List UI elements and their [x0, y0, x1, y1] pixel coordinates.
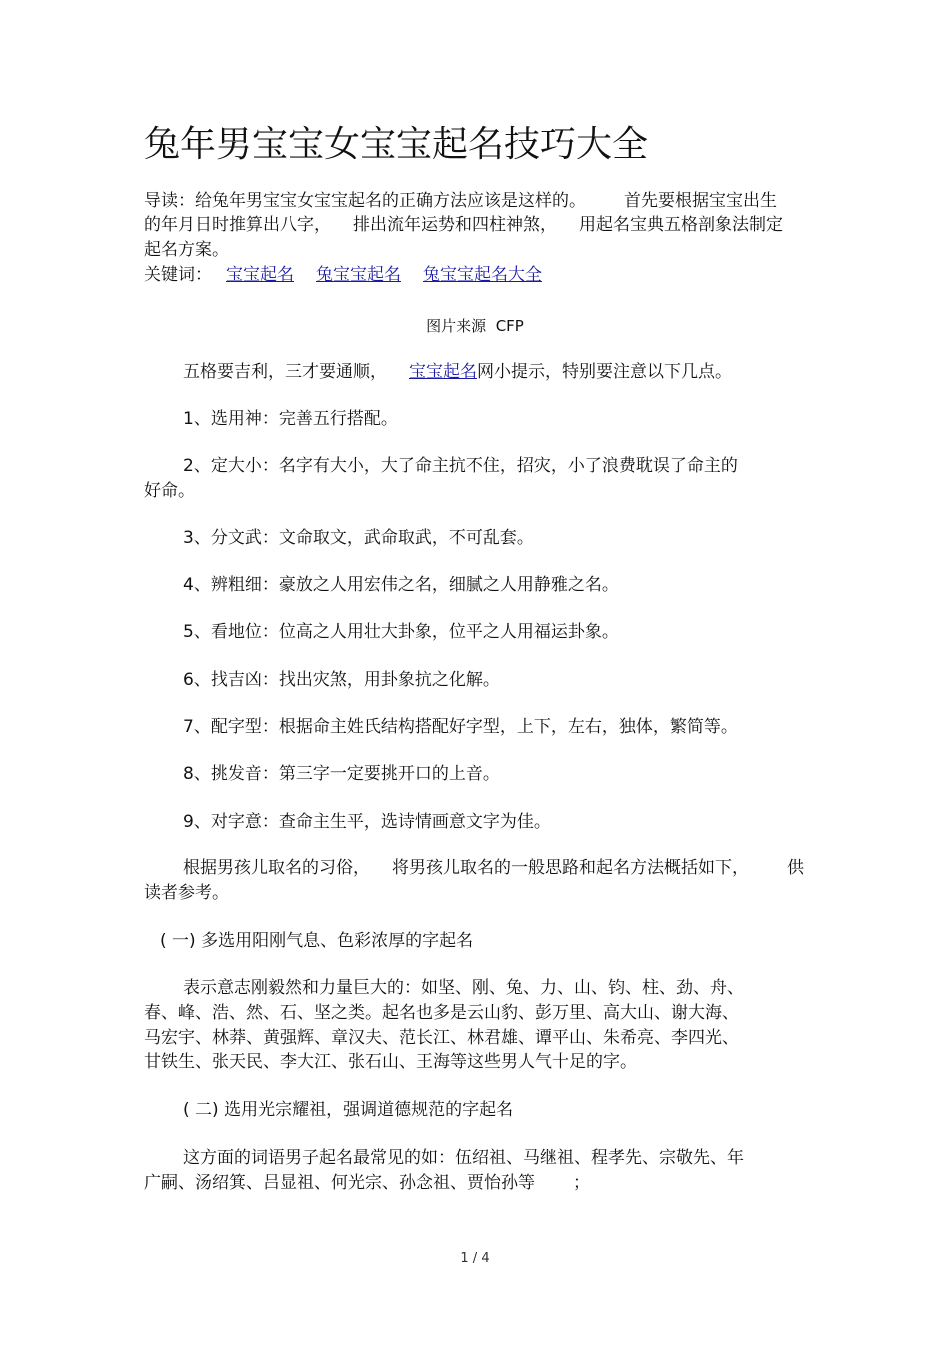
- page-number: 1 / 4: [460, 1251, 490, 1266]
- rule-7: 7、配字型：根据命主姓氏结构搭配好字型，上下，左右，独体，繁简等。: [183, 717, 738, 737]
- section-1-line: 甘铁生、张天民、李大江、张石山、王海等这些男人气十足的字。: [144, 1052, 637, 1072]
- intro-line-3: 起名方案。: [144, 240, 229, 260]
- section-2-text: ；: [573, 1173, 590, 1193]
- summary-text: 根据男孩儿取名的习俗，: [183, 858, 370, 878]
- keywords-label: 关键词：: [144, 265, 212, 285]
- section-2-text: 广嗣、汤绍箕、吕显祖、何光宗、孙念祖、贾怡孙等: [144, 1173, 535, 1193]
- summary-line-2: 读者参考。: [144, 883, 229, 903]
- rule-8: 8、挑发音：第三字一定要挑开口的上音。: [183, 764, 500, 784]
- section-1-heading: ( 一) 多选用阳刚气息、色彩浓厚的字起名: [160, 931, 474, 951]
- summary-text: 将男孩儿取名的一般思路和起名方法概括如下，: [392, 858, 749, 878]
- summary-line-1: [183, 856, 804, 880]
- rule-5: 5、看地位：位高之人用壮大卦象，位平之人用福运卦象。: [183, 622, 619, 642]
- intro-text: 用起名宝典五格剖象法制定: [579, 215, 783, 235]
- tip-text: 五格要吉利，三才要通顺，: [183, 362, 387, 382]
- summary-text: 供: [787, 858, 804, 878]
- intro-line-2: [144, 213, 783, 237]
- intro-text: 的年月日时推算出八字，: [144, 215, 331, 235]
- tip-text: 网小提示，特别要注意以下几点。: [477, 362, 732, 382]
- rule-1: 1、选用神：完善五行搭配。: [183, 409, 398, 429]
- rule-2-continued: 好命。: [144, 481, 195, 501]
- section-1-line: 马宏宇、林莽、黄强辉、章汉夫、范长江、林君雄、谭平山、朱希亮、李四光、: [144, 1028, 739, 1048]
- page-title: 兔年男宝宝女宝宝起名技巧大全: [144, 124, 649, 165]
- rule-6: 6、找吉凶：找出灾煞，用卦象抗之化解。: [183, 670, 500, 690]
- keyword-link[interactable]: 兔宝宝起名大全: [423, 265, 542, 285]
- section-2-line: 这方面的词语男子起名最常见的如：伍绍祖、马继祖、程孝先、宗敬先、年: [183, 1148, 744, 1168]
- section-1-line: 春、峰、浩、然、石、坚之类。起名也多是云山豹、彭万里、高大山、谢大海、: [144, 1003, 739, 1023]
- rule-9: 9、对字意：查命主生平，选诗情画意文字为佳。: [183, 812, 551, 832]
- intro-text: 导读：给兔年男宝宝女宝宝起名的正确方法应该是这样的。: [144, 191, 586, 211]
- intro-line-1: [144, 189, 777, 213]
- intro-text: 排出流年运势和四柱神煞，: [353, 215, 557, 235]
- tip-link[interactable]: 宝宝起名: [409, 362, 477, 382]
- rule-4: 4、辨粗细：豪放之人用宏伟之名，细腻之人用静雅之名。: [183, 575, 619, 595]
- section-2-heading: ( 二) 选用光宗耀祖，强调道德规范的字起名: [183, 1100, 514, 1120]
- keyword-link[interactable]: 宝宝起名: [226, 265, 294, 285]
- keywords-row: [144, 263, 542, 287]
- tip-line: [183, 360, 732, 384]
- section-1-line: 表示意志刚毅然和力量巨大的：如坚、刚、兔、力、山、钧、柱、劲、舟、: [183, 978, 744, 998]
- section-2-line: [144, 1171, 590, 1195]
- rule-3: 3、分文武：文命取文，武命取武，不可乱套。: [183, 528, 534, 548]
- intro-text: 首先要根据宝宝出生: [624, 191, 777, 211]
- keyword-link[interactable]: 兔宝宝起名: [316, 265, 401, 285]
- rule-2: 2、定大小：名字有大小，大了命主抗不住，招灾，小了浪费耽误了命主的: [183, 456, 738, 476]
- image-caption: 图片来源 CFP: [426, 317, 524, 335]
